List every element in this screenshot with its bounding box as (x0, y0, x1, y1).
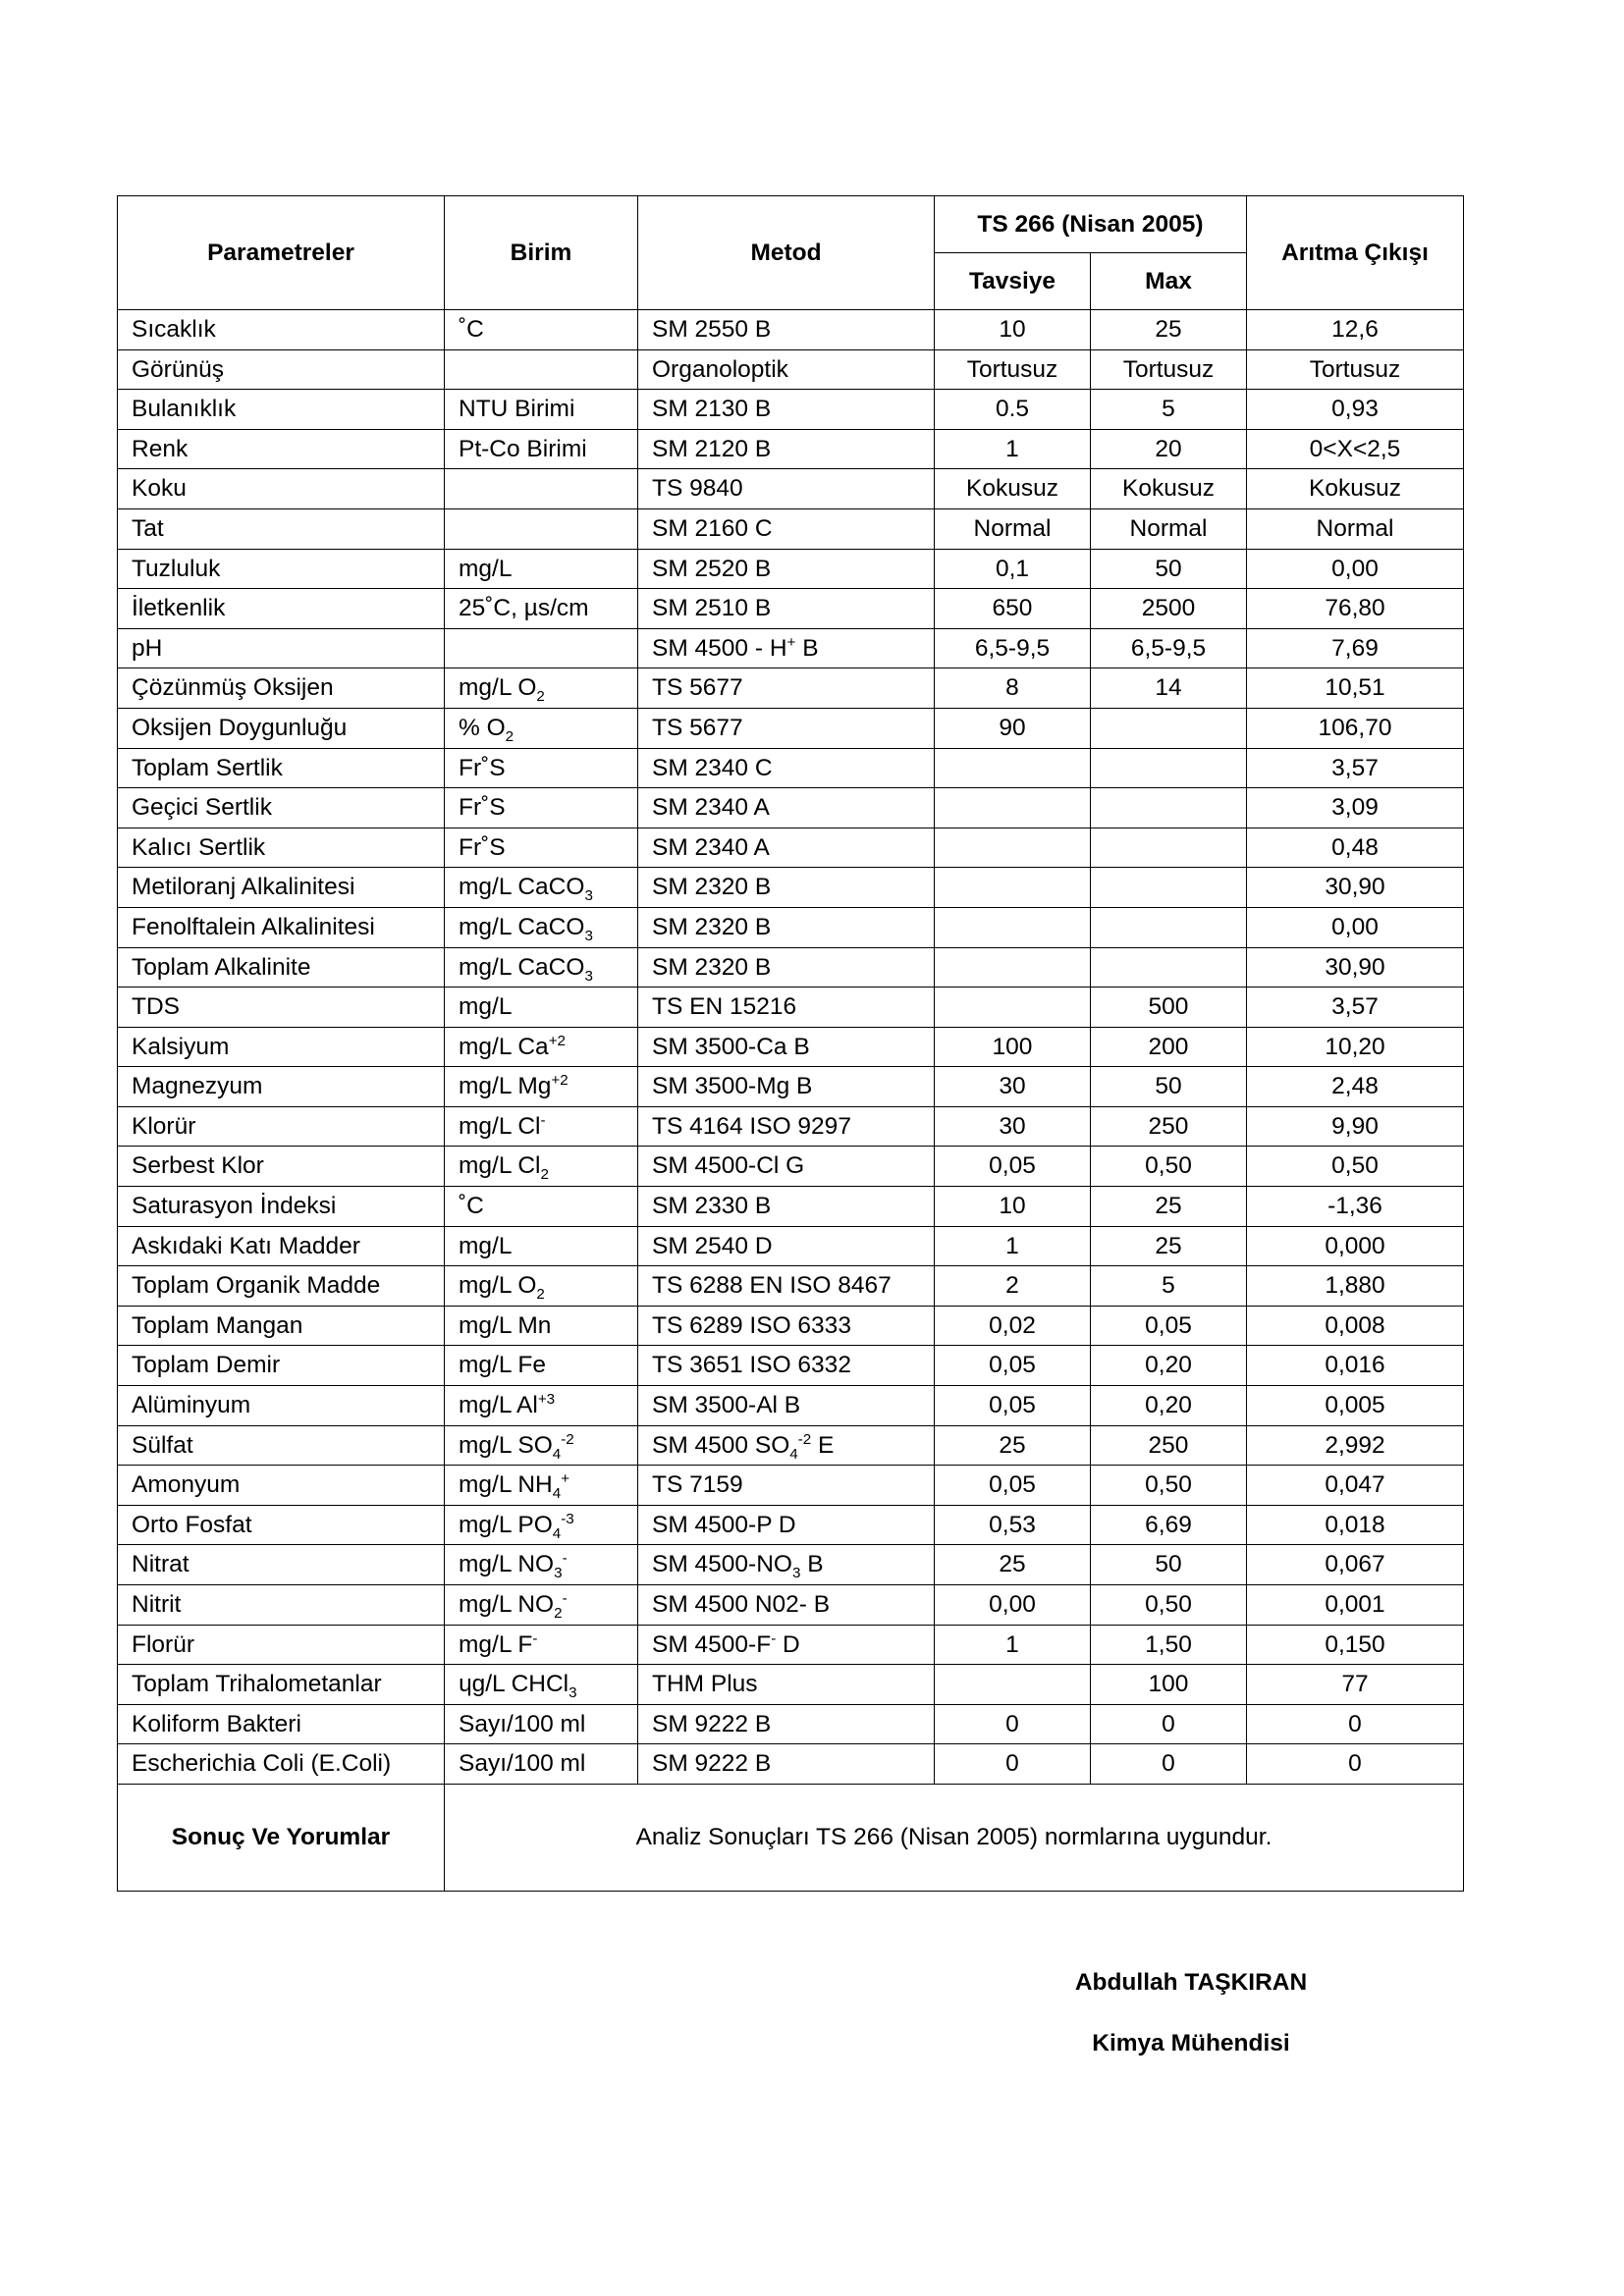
cell-parameter: Fenolftalein Alkalinitesi (118, 907, 445, 947)
cell-unit: mg/L Fe (445, 1346, 638, 1386)
cell-output: 3,09 (1247, 788, 1464, 828)
cell-unit: mg/L $Al^{+3}$ (445, 1386, 638, 1426)
table-row (118, 988, 1464, 1028)
table-row (118, 1625, 1464, 1665)
cell-parameter: Sülfat (118, 1425, 445, 1466)
table-row (118, 947, 1464, 988)
table-row (118, 628, 1464, 668)
cell-recommended: 1 (935, 429, 1091, 469)
cell-recommended: 25 (935, 1425, 1091, 1466)
cell-output: 0,48 (1247, 828, 1464, 868)
signature-title: Kimya Mühendisi (1092, 2030, 1290, 2056)
cell-recommended: 30 (935, 1106, 1091, 1147)
cell-max: 0,50 (1091, 1466, 1247, 1506)
cell-output: 0,00 (1247, 549, 1464, 589)
table-body (118, 310, 1464, 1785)
cell-parameter: Serbest Klor (118, 1147, 445, 1187)
cell-unit: mg/L $NH_4^+$ (445, 1466, 638, 1506)
table-row (118, 1704, 1464, 1744)
cell-method: SM 3500-Mg B (638, 1067, 935, 1107)
cell-unit (445, 349, 638, 390)
cell-parameter: Askıdaki Katı Madder (118, 1226, 445, 1266)
cell-unit: mg/L $Ca^{+2}$ (445, 1027, 638, 1067)
table-row (118, 1545, 1464, 1585)
cell-output: Kokusuz (1247, 469, 1464, 509)
cell-parameter: Toplam Demir (118, 1346, 445, 1386)
cell-method: TS 9840 (638, 469, 935, 509)
cell-unit (445, 508, 638, 549)
cell-unit: mg/L F- (445, 1625, 638, 1665)
table-row (118, 1386, 1464, 1426)
cell-max: 500 (1091, 988, 1247, 1028)
cell-recommended: 0.5 (935, 390, 1091, 430)
cell-max: 6,5-9,5 (1091, 628, 1247, 668)
cell-recommended: 10 (935, 310, 1091, 350)
cell-method: SM 3500-Ca B (638, 1027, 935, 1067)
table-row (118, 668, 1464, 709)
table-row (118, 828, 1464, 868)
cell-output: 76,80 (1247, 589, 1464, 629)
cell-method: SM 2330 B (638, 1187, 935, 1227)
cell-parameter: Görünüş (118, 349, 445, 390)
cell-output: 0,93 (1247, 390, 1464, 430)
cell-max: 100 (1091, 1665, 1247, 1705)
summary-label: Sonuç Ve Yorumlar (118, 1784, 445, 1891)
cell-parameter: Sıcaklık (118, 310, 445, 350)
cell-output: 7,69 (1247, 628, 1464, 668)
cell-recommended: 30 (935, 1067, 1091, 1107)
cell-unit: % $O_2$ (445, 708, 638, 748)
cell-output: Normal (1247, 508, 1464, 549)
cell-recommended (935, 947, 1091, 988)
cell-parameter: Koliform Bakteri (118, 1704, 445, 1744)
cell-unit: mg/L (445, 1226, 638, 1266)
table-row (118, 1187, 1464, 1227)
header-max: Max (1091, 253, 1247, 310)
cell-unit: ˚C (445, 310, 638, 350)
cell-output: 0,008 (1247, 1306, 1464, 1346)
cell-recommended: Tortusuz (935, 349, 1091, 390)
cell-parameter: Renk (118, 429, 445, 469)
cell-method: THM Plus (638, 1665, 935, 1705)
cell-recommended: 6,5-9,5 (935, 628, 1091, 668)
cell-output: Tortusuz (1247, 349, 1464, 390)
cell-max: 50 (1091, 549, 1247, 589)
cell-unit: mg/L (445, 549, 638, 589)
table-row (118, 1466, 1464, 1506)
cell-unit: mg/L $O_2$ (445, 668, 638, 709)
cell-parameter: Toplam Sertlik (118, 748, 445, 788)
cell-unit: ˚C (445, 1187, 638, 1227)
cell-output: 30,90 (1247, 868, 1464, 908)
cell-recommended: 2 (935, 1266, 1091, 1307)
cell-parameter: Magnezyum (118, 1067, 445, 1107)
cell-max: 0 (1091, 1744, 1247, 1785)
cell-method: SM 2320 B (638, 947, 935, 988)
table-row (118, 1306, 1464, 1346)
cell-method: SM 9222 B (638, 1744, 935, 1785)
cell-parameter: Escherichia Coli (E.Coli) (118, 1744, 445, 1785)
cell-method: TS 3651 ISO 6332 (638, 1346, 935, 1386)
cell-method: Organoloptik (638, 349, 935, 390)
cell-unit (445, 469, 638, 509)
cell-method: SM 4500 N02- B (638, 1585, 935, 1626)
cell-max: Tortusuz (1091, 349, 1247, 390)
cell-output: 1,880 (1247, 1266, 1464, 1307)
cell-recommended (935, 907, 1091, 947)
cell-method: TS 4164 ISO 9297 (638, 1106, 935, 1147)
cell-max (1091, 748, 1247, 788)
cell-max: Kokusuz (1091, 469, 1247, 509)
cell-max: 25 (1091, 1226, 1247, 1266)
cell-parameter: Toplam Trihalometanlar (118, 1665, 445, 1705)
cell-parameter: Toplam Alkalinite (118, 947, 445, 988)
cell-method: TS 6289 ISO 6333 (638, 1306, 935, 1346)
cell-parameter: TDS (118, 988, 445, 1028)
cell-method: TS 5677 (638, 668, 935, 709)
cell-recommended: 1 (935, 1625, 1091, 1665)
cell-parameter: Nitrit (118, 1585, 445, 1626)
cell-max: 2500 (1091, 589, 1247, 629)
cell-method: SM 2550 B (638, 310, 935, 350)
table-row (118, 549, 1464, 589)
cell-parameter: Kalıcı Sertlik (118, 828, 445, 868)
cell-parameter: Alüminyum (118, 1386, 445, 1426)
cell-method: SM 3500-Al B (638, 1386, 935, 1426)
cell-output: 0,50 (1247, 1147, 1464, 1187)
header-standard: TS 266 (Nisan 2005) (935, 196, 1247, 253)
cell-method: SM 2510 B (638, 589, 935, 629)
cell-method: SM 9222 B (638, 1704, 935, 1744)
cell-output: 30,90 (1247, 947, 1464, 988)
table-row (118, 1346, 1464, 1386)
cell-unit (445, 628, 638, 668)
cell-recommended: 10 (935, 1187, 1091, 1227)
cell-unit: Fr˚S (445, 748, 638, 788)
cell-output: 0,018 (1247, 1505, 1464, 1545)
cell-method: SM 4500 - H+ B (638, 628, 935, 668)
cell-unit: mg/L CaCO$_3$ (445, 947, 638, 988)
cell-max: 25 (1091, 1187, 1247, 1227)
cell-method: TS 7159 (638, 1466, 935, 1506)
cell-parameter: Tat (118, 508, 445, 549)
cell-unit: mg/L (445, 988, 638, 1028)
cell-output: 0,047 (1247, 1466, 1464, 1506)
cell-unit: Sayı/100 ml (445, 1704, 638, 1744)
cell-recommended: 0,05 (935, 1147, 1091, 1187)
cell-recommended: 0,05 (935, 1386, 1091, 1426)
cell-output: 0 (1247, 1704, 1464, 1744)
cell-output: 0,005 (1247, 1386, 1464, 1426)
cell-output: 3,57 (1247, 988, 1464, 1028)
cell-parameter: Çözünmüş Oksijen (118, 668, 445, 709)
table-row (118, 310, 1464, 350)
cell-output: 10,20 (1247, 1027, 1464, 1067)
cell-max: 6,69 (1091, 1505, 1247, 1545)
cell-parameter: Toplam Mangan (118, 1306, 445, 1346)
cell-output: 2,48 (1247, 1067, 1464, 1107)
cell-parameter: Florür (118, 1625, 445, 1665)
cell-max: 25 (1091, 310, 1247, 350)
cell-recommended: 0 (935, 1744, 1091, 1785)
cell-unit: Fr˚S (445, 828, 638, 868)
summary-text: Analiz Sonuçları TS 266 (Nisan 2005) normlarına uygundur. (445, 1784, 1464, 1891)
cell-max: 0,05 (1091, 1306, 1247, 1346)
cell-parameter: Geçici Sertlik (118, 788, 445, 828)
cell-max (1091, 907, 1247, 947)
table-row (118, 1665, 1464, 1705)
cell-method: TS EN 15216 (638, 988, 935, 1028)
cell-unit: Pt-Co Birimi (445, 429, 638, 469)
cell-parameter: Oksijen Doygunluğu (118, 708, 445, 748)
cell-max: 250 (1091, 1425, 1247, 1466)
cell-recommended (935, 788, 1091, 828)
cell-unit: mg/L $NO_3^-$ (445, 1545, 638, 1585)
cell-recommended: 8 (935, 668, 1091, 709)
cell-unit: Sayı/100 ml (445, 1744, 638, 1785)
cell-output: 0,016 (1247, 1346, 1464, 1386)
cell-recommended: Normal (935, 508, 1091, 549)
cell-max (1091, 947, 1247, 988)
table-row (118, 1744, 1464, 1785)
cell-max: 20 (1091, 429, 1247, 469)
cell-max: 0,50 (1091, 1147, 1247, 1187)
cell-recommended: Kokusuz (935, 469, 1091, 509)
cell-parameter: Tuzluluk (118, 549, 445, 589)
cell-recommended: 0,05 (935, 1466, 1091, 1506)
cell-unit: Fr˚S (445, 788, 638, 828)
table-row (118, 1106, 1464, 1147)
cell-method: SM 4500-P D (638, 1505, 935, 1545)
cell-output: 10,51 (1247, 668, 1464, 709)
cell-output: 77 (1247, 1665, 1464, 1705)
cell-max: 0,20 (1091, 1386, 1247, 1426)
cell-output: 106,70 (1247, 708, 1464, 748)
cell-unit: NTU Birimi (445, 390, 638, 430)
cell-method: TS 5677 (638, 708, 935, 748)
table-row (118, 469, 1464, 509)
table-row (118, 429, 1464, 469)
cell-unit: mg/L Mn (445, 1306, 638, 1346)
cell-method: SM 2320 B (638, 907, 935, 947)
cell-method: SM 2130 B (638, 390, 935, 430)
cell-output: 0,00 (1247, 907, 1464, 947)
cell-recommended (935, 988, 1091, 1028)
signature-name: Abdullah TAŞKIRAN (1074, 1969, 1308, 1996)
cell-method: SM 4500-Cl G (638, 1147, 935, 1187)
cell-recommended: 0,53 (935, 1505, 1091, 1545)
cell-output: 12,6 (1247, 310, 1464, 350)
cell-max: Normal (1091, 508, 1247, 549)
table-row (118, 708, 1464, 748)
cell-output: -1,36 (1247, 1187, 1464, 1227)
cell-parameter: Saturasyon İndeksi (118, 1187, 445, 1227)
cell-parameter: Klorür (118, 1106, 445, 1147)
cell-recommended: 0,00 (935, 1585, 1091, 1626)
table-row (118, 1425, 1464, 1466)
cell-output: 0<X<2,5 (1247, 429, 1464, 469)
cell-unit: 25˚C, µs/cm (445, 589, 638, 629)
cell-recommended: 1 (935, 1226, 1091, 1266)
cell-unit: mg/L $PO_4^{-3}$ (445, 1505, 638, 1545)
cell-unit: ɥg/L CHCl$_3$ (445, 1665, 638, 1705)
cell-parameter: İletkenlik (118, 589, 445, 629)
cell-unit: mg/L $NO_2^-$ (445, 1585, 638, 1626)
cell-output: 0,001 (1247, 1585, 1464, 1626)
table-row (118, 508, 1464, 549)
cell-unit: mg/L $O_2$ (445, 1266, 638, 1307)
cell-recommended: 0,1 (935, 549, 1091, 589)
cell-parameter: Toplam Organik Madde (118, 1266, 445, 1307)
header-method: Metod (638, 196, 935, 310)
cell-recommended: 0,05 (935, 1346, 1091, 1386)
table-row (118, 907, 1464, 947)
table-row (118, 589, 1464, 629)
cell-max: 14 (1091, 668, 1247, 709)
cell-output: 0,067 (1247, 1545, 1464, 1585)
cell-recommended: 650 (935, 589, 1091, 629)
table-row (118, 390, 1464, 430)
cell-output: 0,000 (1247, 1226, 1464, 1266)
header-unit: Birim (445, 196, 638, 310)
cell-method: SM 2540 D (638, 1226, 935, 1266)
cell-parameter: Orto Fosfat (118, 1505, 445, 1545)
cell-max: 200 (1091, 1027, 1247, 1067)
cell-parameter: Koku (118, 469, 445, 509)
cell-method: SM $4500-NO_3$ B (638, 1545, 935, 1585)
cell-method: SM 2340 A (638, 788, 935, 828)
cell-max: 0,20 (1091, 1346, 1247, 1386)
table-row (118, 1067, 1464, 1107)
cell-recommended: 0 (935, 1704, 1091, 1744)
cell-unit: mg/L $Mg^{+2}$ (445, 1067, 638, 1107)
cell-unit: mg/L Cl- (445, 1106, 638, 1147)
cell-recommended: 100 (935, 1027, 1091, 1067)
table-row (118, 1505, 1464, 1545)
cell-recommended (935, 868, 1091, 908)
cell-max: 50 (1091, 1067, 1247, 1107)
table-row (118, 1266, 1464, 1307)
cell-max: 5 (1091, 1266, 1247, 1307)
cell-parameter: pH (118, 628, 445, 668)
cell-method: SM 2320 B (638, 868, 935, 908)
cell-max (1091, 708, 1247, 748)
cell-output: 3,57 (1247, 748, 1464, 788)
cell-output: 2,992 (1247, 1425, 1464, 1466)
cell-unit: mg/L CaCO$_3$ (445, 907, 638, 947)
table-row (118, 1585, 1464, 1626)
cell-output: 9,90 (1247, 1106, 1464, 1147)
cell-max (1091, 788, 1247, 828)
analysis-table (117, 195, 1464, 1892)
cell-parameter: Nitrat (118, 1545, 445, 1585)
cell-parameter: Amonyum (118, 1466, 445, 1506)
summary-row (118, 1784, 1464, 1891)
table-row (118, 748, 1464, 788)
cell-method: SM 2340 A (638, 828, 935, 868)
cell-max: 1,50 (1091, 1625, 1247, 1665)
cell-unit: mg/L $Cl_2$ (445, 1147, 638, 1187)
table-row (118, 1226, 1464, 1266)
cell-method: SM 2160 C (638, 508, 935, 549)
table-row (118, 1147, 1464, 1187)
table-row (118, 1027, 1464, 1067)
cell-output: 0 (1247, 1744, 1464, 1785)
cell-recommended: 0,02 (935, 1306, 1091, 1346)
header-recommended: Tavsiye (935, 253, 1091, 310)
cell-recommended (935, 828, 1091, 868)
cell-max (1091, 828, 1247, 868)
cell-recommended (935, 748, 1091, 788)
cell-method: SM 4500 $SO_4^{-2}$ E (638, 1425, 935, 1466)
cell-parameter: Metiloranj Alkalinitesi (118, 868, 445, 908)
cell-max: 50 (1091, 1545, 1247, 1585)
cell-method: SM 4500-F- D (638, 1625, 935, 1665)
cell-method: SM 2120 B (638, 429, 935, 469)
cell-max (1091, 868, 1247, 908)
cell-recommended (935, 1665, 1091, 1705)
cell-unit: mg/L $SO_4^{-2}$ (445, 1425, 638, 1466)
cell-method: SM 2520 B (638, 549, 935, 589)
cell-recommended: 25 (935, 1545, 1091, 1585)
cell-parameter: Kalsiyum (118, 1027, 445, 1067)
cell-method: SM 2340 C (638, 748, 935, 788)
table-row (118, 868, 1464, 908)
cell-max: 0 (1091, 1704, 1247, 1744)
table-row (118, 788, 1464, 828)
table-row (118, 349, 1464, 390)
header-output: Arıtma Çıkışı (1247, 196, 1464, 310)
cell-max: 250 (1091, 1106, 1247, 1147)
cell-parameter: Bulanıklık (118, 390, 445, 430)
cell-recommended: 90 (935, 708, 1091, 748)
cell-max: 0,50 (1091, 1585, 1247, 1626)
cell-method: TS 6288 EN ISO 8467 (638, 1266, 935, 1307)
cell-unit: mg/L CaCO$_3$ (445, 868, 638, 908)
header-parameters: Parametreler (118, 196, 445, 310)
cell-output: 0,150 (1247, 1625, 1464, 1665)
cell-max: 5 (1091, 390, 1247, 430)
